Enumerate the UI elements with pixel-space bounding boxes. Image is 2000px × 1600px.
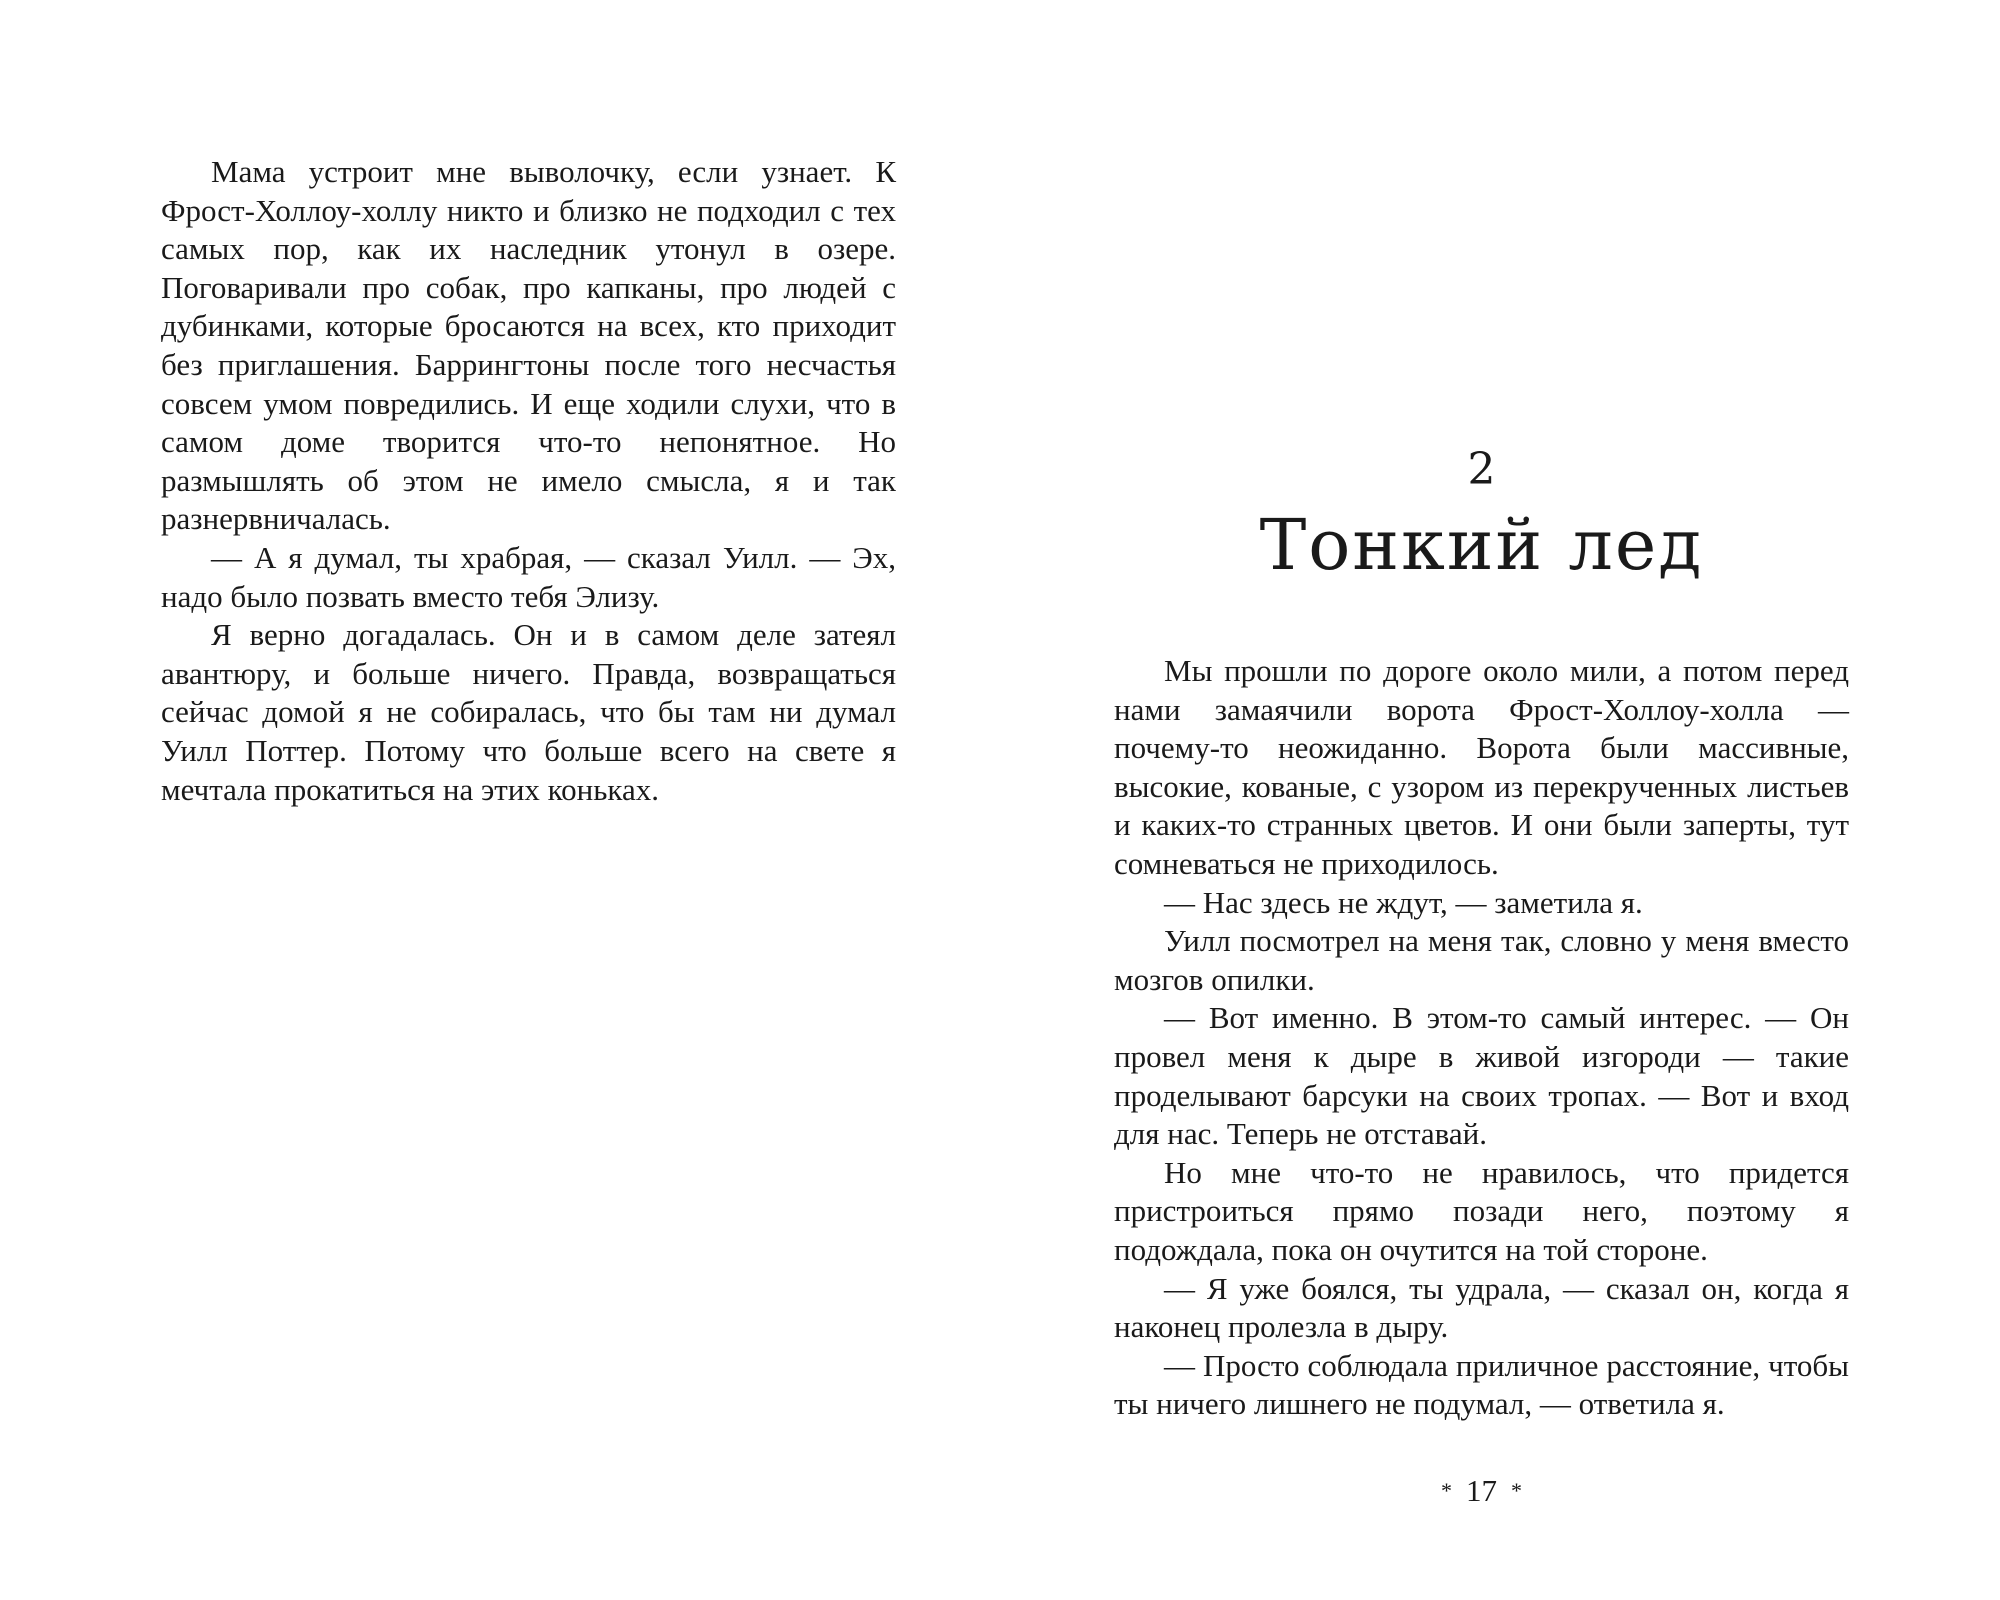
asterisk-ornament-icon: * [1441,1478,1452,1503]
right-page-text [1114,652,1849,1424]
asterisk-ornament-icon: * [1511,1478,1522,1503]
chapter-number: 2 [1467,444,1496,495]
paragraph: Уилл посмотрел на меня так, словно у меня вместо мозгов опилки. [1114,923,1849,997]
page-number: 17 [1466,1473,1497,1508]
paragraph: Я верно догадалась. Он и в самом деле затеял авантюру, и больше ничего. Правда, возвращаться сейчас домой я не собиралась, что бы там ни думал Уилл Поттер. Потому что больше всего на свете я мечтала прокатиться на этих коньках. [161,617,896,807]
paragraph: Но мне что-то не нравилось, что придется пристроиться прямо позади него, поэтому я подождала, пока он очутится на той стороне. [1114,1154,1849,1267]
paragraph: — Вот именно. В этом-то самый интерес. — Он провел меня к дыре в живой изгороди — такие проделывают барсуки на своих тропах. — Вот и вход для нас. Теперь не отставай. [1114,1000,1849,1152]
paragraph: Мы прошли по дороге около мили, а потом перед нами замаячили ворота Фрост-Холлоу-холла — почему-то неожиданно. Ворота были массивные, высокие, кованые, с узором из перекрученных листьев и каких-то странных цветов. И они были заперты, тут сомневаться не приходилось. [1114,653,1849,881]
paragraph: — Я уже боялся, ты удрала, — сказал он, когда я наконец пролезла в дыру. [1114,1270,1849,1345]
paragraph: — А я думал, ты храбрая, — сказал Уилл. — Эх, надо было позвать вместо тебя Элизу. [161,539,896,614]
paragraph: — Нас здесь не ждут, — заметила я. [1164,884,1643,920]
page-footer [1114,1472,1849,1510]
paragraph: — Просто соблюдала приличное расстояние, чтобы ты ничего лишнего не подумал, — ответила я. [1114,1347,1849,1422]
left-page-text [161,153,896,809]
chapter-title: Тонкий лед [1259,504,1704,586]
paragraph: Мама устроит мне выволочку, если узнает. К Фрост-Холлоу-холлу никто и близко не подходил с тех самых пор, как их наследник утонул в озере. Поговаривали про собак, про капканы, про людей с дубинками, которые бросаются на всех, кто приходит без приглашения. Баррингтоны после того несчастья совсем умом повредились. И еще ходили слухи, что в самом доме творится что-то непонятное. Но размышлять об этом не имело смысла, я и так разнервничалась. [161,154,896,537]
